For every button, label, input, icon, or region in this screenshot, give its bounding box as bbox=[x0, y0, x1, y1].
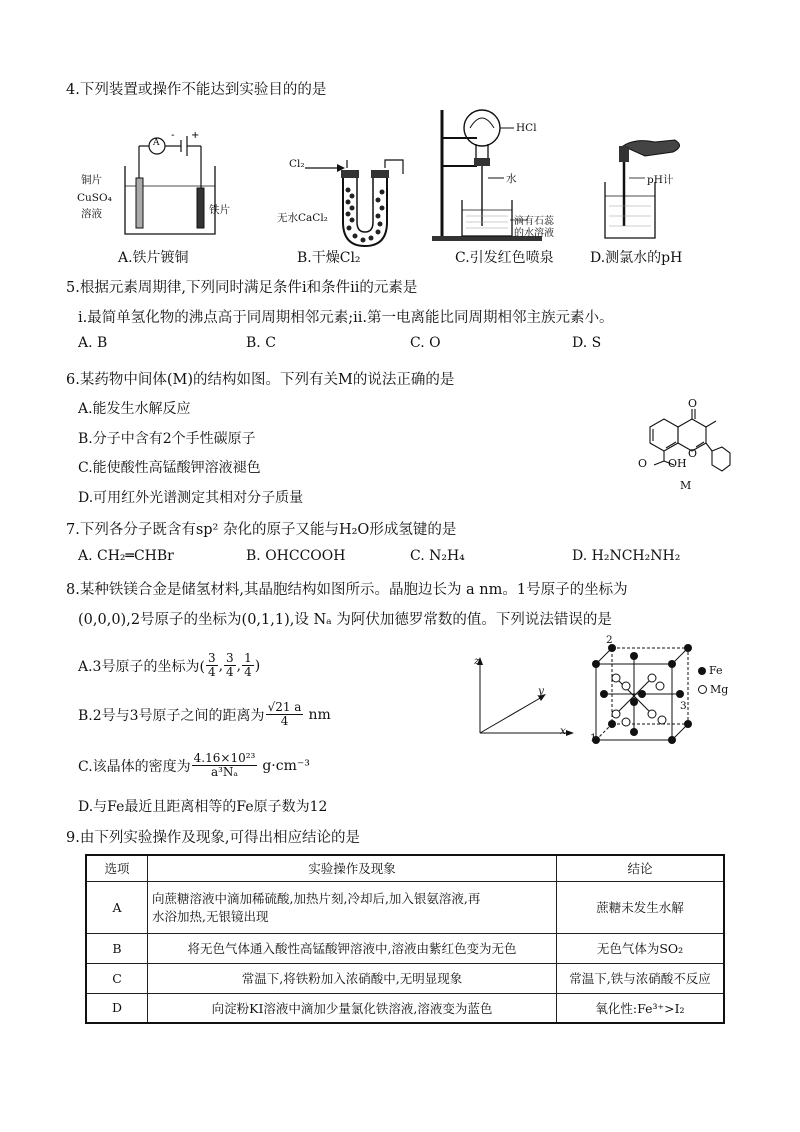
q5-option-c: C. O bbox=[410, 335, 441, 351]
header-option: 选项 bbox=[86, 855, 148, 881]
row-option: C bbox=[86, 963, 148, 993]
q7-stem: 7.下列各分子既含有sp² 杂化的原子又能与H₂O形成氢键的是 bbox=[66, 522, 457, 538]
q8-stem-line1: 8.某种铁镁合金是储氢材料,其晶胞结构如图所示。晶胞边长为 a nm。1号原子的坐标为 bbox=[66, 582, 628, 598]
iron-label: 铁片 bbox=[209, 204, 230, 216]
ph-meter-apparatus bbox=[595, 138, 705, 243]
table-row bbox=[86, 933, 724, 963]
experiment-table bbox=[85, 854, 725, 1024]
unit-cell bbox=[590, 634, 705, 745]
fraction-3: $\frac{1}{4}$ bbox=[244, 651, 252, 679]
row-conclusion: 常温下,铁与浓硝酸不反应 bbox=[557, 963, 725, 993]
atom-1-label: 1 bbox=[590, 732, 597, 744]
q8-option-a: A.3号原子的坐标为( $\frac{3}{4}$ , $\frac{3}{4}$ , $\frac{1}{4}$ ) bbox=[78, 651, 261, 679]
caption-d: D.测氯水的pH bbox=[590, 250, 683, 266]
q8-option-a-suffix: ) bbox=[254, 657, 261, 674]
mg-legend-label: Mg bbox=[710, 683, 729, 696]
water-label: 水 bbox=[506, 173, 517, 185]
q8-stem-line2: (0,0,0),2号原子的坐标为(0,1,1),设 Nₐ 为阿伏加德罗常数的值。下列说法错误的是 bbox=[78, 612, 612, 628]
row-option: D bbox=[86, 993, 148, 1023]
molecule-name-label: M bbox=[680, 479, 692, 492]
x-axis-label: x bbox=[560, 725, 566, 737]
litmus-label-2: 的水溶液 bbox=[514, 228, 554, 239]
q5-option-d: D. S bbox=[572, 335, 602, 351]
distance-fraction: $\frac{√21 a}{4}$ bbox=[267, 700, 302, 728]
q5-option-b: B. C bbox=[246, 335, 276, 351]
litmus-label-1: 滴有石蕊 bbox=[514, 216, 554, 227]
operation-line-1: 向蔗糖溶液中滴加稀硫酸,加热片刻,冷却后,加入银氨溶液,再 bbox=[152, 891, 481, 906]
q8-option-b-prefix: B.2号与3号原子之间的距离为 bbox=[78, 707, 265, 724]
q7-option-c: C. N₂H₄ bbox=[410, 548, 465, 564]
ammeter-label: A bbox=[153, 138, 160, 148]
legend bbox=[698, 664, 728, 696]
q8-option-d: D.与Fe最近且距离相等的Fe原子数为12 bbox=[78, 799, 328, 815]
svg-text:-: - bbox=[171, 130, 175, 141]
q9-stem: 9.由下列实验操作及现象,可得出相应结论的是 bbox=[66, 830, 360, 846]
mg-legend-marker bbox=[698, 685, 707, 694]
q5-stem: 5.根据元素周期律,下列同时满足条件ⅰ和条件ⅱ的元素是 bbox=[66, 280, 418, 296]
density-fraction: $\frac{\text{4.16×10²³}}{\text{a³Nₐ}}$ bbox=[193, 751, 256, 779]
u-tube-apparatus bbox=[277, 150, 425, 250]
q4-stem: 4.下列装置或操作不能达到实验目的的是 bbox=[66, 82, 327, 98]
q7-option-a: A. CH₂═CHBr bbox=[78, 548, 174, 564]
z-axis-label: z bbox=[474, 655, 480, 667]
fraction-1: $\frac{3}{4}$ bbox=[207, 651, 216, 679]
hcl-label: HCl bbox=[516, 122, 537, 134]
operation-line-2: 水浴加热,无银镜出现 bbox=[152, 909, 269, 924]
fe-legend-label: Fe bbox=[709, 664, 723, 677]
row-operation: 常温下,将铁粉加入浓硝酸中,无明显现象 bbox=[148, 963, 557, 993]
cl2-label: Cl₂ bbox=[289, 158, 305, 170]
q6-option-b: B.分子中含有2个手性碳原子 bbox=[78, 431, 256, 447]
ph-label: pH计 bbox=[647, 174, 674, 186]
ph-meter-diagram bbox=[595, 138, 705, 243]
q8-option-b bbox=[78, 701, 331, 728]
q6-stem: 6.某药物中间体(M)的结构如图。下列有关M的说法正确的是 bbox=[66, 372, 455, 388]
copper-label: 铜片 bbox=[81, 174, 102, 186]
u-tube-diagram bbox=[285, 150, 425, 250]
q8-option-c bbox=[78, 752, 310, 779]
cuso4-label: CuSO₄ bbox=[77, 192, 112, 204]
q6-option-c: C.能使酸性高锰酸钾溶液褪色 bbox=[78, 460, 261, 476]
table-row bbox=[86, 963, 724, 993]
solution-label: 溶液 bbox=[81, 208, 102, 220]
row-operation: 将无色气体通入酸性高锰酸钾溶液中,溶液由紫红色变为无色 bbox=[148, 933, 557, 963]
y-axis-label: y bbox=[538, 685, 544, 697]
row-conclusion: 氧化性:Fe³⁺>I₂ bbox=[557, 993, 725, 1023]
q7-option-b: B. OHCCOOH bbox=[246, 548, 346, 564]
svg-text:+: + bbox=[191, 130, 200, 141]
unit-cell-diagram bbox=[590, 640, 705, 745]
fraction-2: $\frac{3}{4}$ bbox=[226, 651, 234, 679]
fe-legend-marker bbox=[698, 667, 706, 675]
table-header-row bbox=[86, 855, 724, 881]
acid-oh-label: OH bbox=[668, 457, 687, 470]
q6-option-a: A.能发生水解反应 bbox=[78, 401, 191, 417]
electroplating-apparatus bbox=[77, 130, 230, 245]
table-row bbox=[86, 993, 724, 1023]
q7-option-d: D. H₂NCH₂NH₂ bbox=[572, 548, 681, 564]
cacl2-label: 无水CaCl₂ bbox=[277, 212, 328, 224]
acid-o-label: O bbox=[638, 457, 648, 470]
row-operation bbox=[148, 881, 557, 933]
row-option: A bbox=[86, 881, 148, 933]
q8-option-a-prefix: A.3号原子的坐标为( bbox=[78, 658, 205, 675]
ring-o-label: O bbox=[688, 447, 698, 460]
q5-option-a: A. B bbox=[78, 335, 108, 351]
q8-option-c-prefix: C.该晶体的密度为 bbox=[78, 758, 191, 775]
row-option: B bbox=[86, 933, 148, 963]
row-conclusion: 蔗糖未发生水解 bbox=[557, 881, 725, 933]
caption-b: B.干燥Cl₂ bbox=[297, 250, 361, 266]
q8-option-c-unit: g·cm⁻³ bbox=[262, 757, 310, 774]
fountain-apparatus bbox=[432, 108, 572, 243]
header-conclusion: 结论 bbox=[557, 855, 725, 881]
atom-3-label: 3 bbox=[680, 700, 687, 712]
q5-conditions: ⅰ.最简单氢化物的沸点高于同周期相邻元素;ⅱ.第一电离能比同周期相邻主族元素小。 bbox=[78, 310, 614, 326]
q6-option-d: D.可用红外光谱测定其相对分子质量 bbox=[78, 490, 304, 506]
coordinate-axes bbox=[470, 655, 580, 740]
q8-option-b-unit: nm bbox=[308, 706, 331, 723]
header-operation: 实验操作及现象 bbox=[148, 855, 557, 881]
row-operation: 向淀粉KI溶液中滴加少量氯化铁溶液,溶液变为蓝色 bbox=[148, 993, 557, 1023]
carbonyl-o-label: O bbox=[688, 397, 698, 410]
table-row bbox=[86, 881, 724, 933]
caption-c: C.引发红色喷泉 bbox=[455, 250, 554, 266]
atom-2-label: 2 bbox=[606, 634, 613, 646]
molecule-m-structure bbox=[630, 395, 730, 495]
caption-a: A.铁片镀铜 bbox=[118, 250, 189, 266]
row-conclusion: 无色气体为SO₂ bbox=[557, 933, 725, 963]
